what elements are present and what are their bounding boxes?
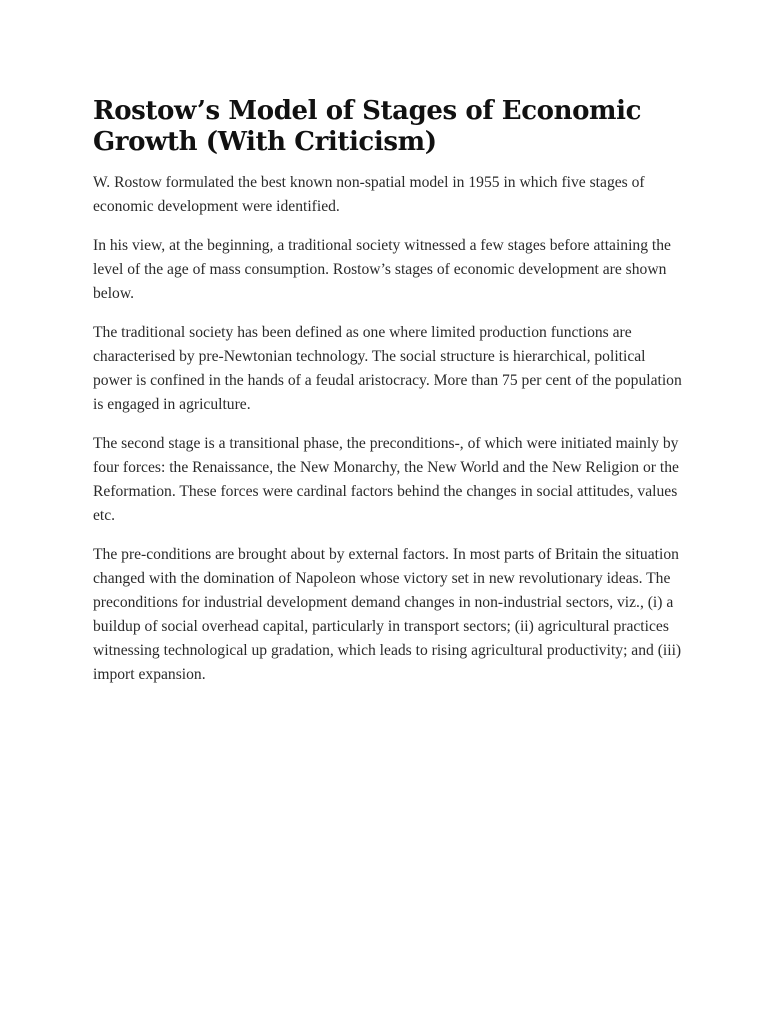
document-page — [93, 96, 683, 702]
article-paragraph-3: The traditional society has been defined as one where limited production functions are characterised by pre-Newtonian technology. The social structure is hierarchical, political power is confined in the hands of a feudal aristocracy. More than 75 per cent of the population is engaged in agriculture. — [93, 324, 682, 413]
article-paragraph-4: The second stage is a transitional phase, the preconditions-, of which were initiated mainly by four forces: the Renaissance, the New Monarchy, the New World and the New Religion or the Reformation. These forces were cardinal factors behind the changes in social attitudes, values etc. — [93, 435, 679, 524]
article-title: Rostow’s Model of Stages of Economic Growth (With Criticism) — [93, 96, 642, 157]
article-paragraph-2: In his view, at the beginning, a traditional society witnessed a few stages before attaining the level of the age of mass consumption. Rostow’s stages of economic development are shown below. — [93, 237, 671, 302]
article-paragraph-1: W. Rostow formulated the best known non-spatial model in 1955 in which five stages of economic development were identified. — [93, 174, 645, 215]
article-paragraph-5: The pre-conditions are brought about by external factors. In most parts of Britain the situation changed with the domination of Napoleon whose victory set in new revolutionary ideas. The preconditions for industrial development demand changes in non-industrial sectors, viz., (i) a buildup of social overhead capital, particularly in transport sectors; (ii) agricultural practices witnessing technological up gradation, which leads to rising agricultural productivity; and (iii) import expansion. — [93, 546, 682, 683]
